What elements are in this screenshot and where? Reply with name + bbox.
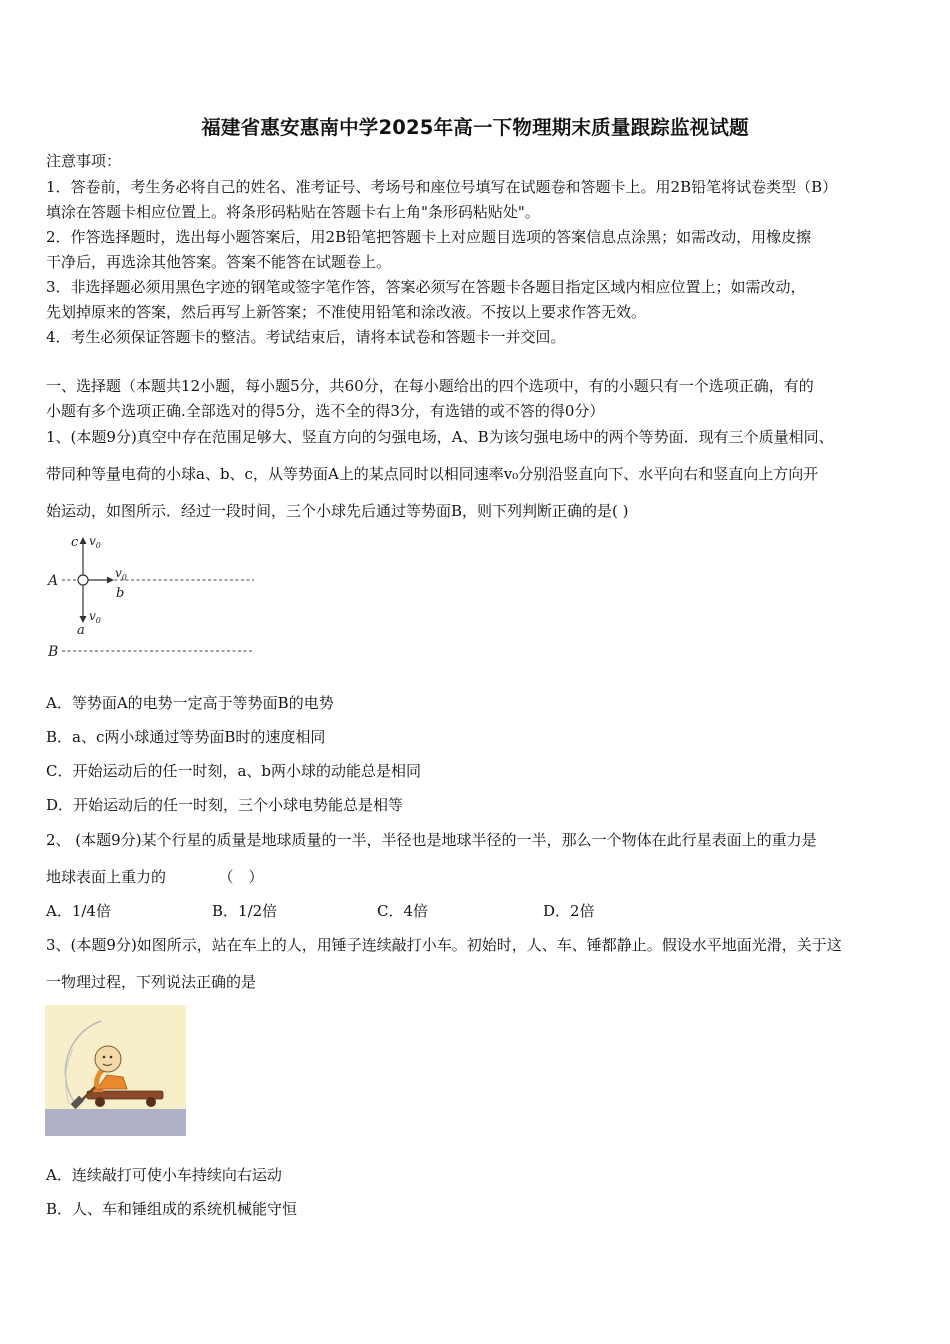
q3-option-a: A．连续敲打可使小车持续向右运动 [46, 1166, 282, 1184]
notice-line: 4．考生必须保证答题卡的整洁。考试结束后，请将本试卷和答题卡一并交回。 [46, 328, 566, 346]
wheel-left [95, 1097, 105, 1107]
q3-stem: 3、(本题9分)如图所示，站在车上的人，用锤子连续敲打小车。初始时，人、车、锤都静止。假设水平地面光滑，关于这 [46, 936, 842, 954]
person-head [95, 1046, 121, 1072]
eye-right [110, 1056, 113, 1059]
q3-option-b: B．人、车和锤组成的系统机械能守恒 [46, 1200, 298, 1218]
label-b: b [116, 586, 125, 601]
q1-option-d: D．开始运动后的任一时刻，三个小球电势能总是相等 [46, 796, 404, 814]
q1-option-b: B．a、c两小球通过等势面B时的速度相同 [46, 728, 326, 746]
label-B: B [48, 644, 59, 660]
q1-stem: 带同种等量电荷的小球a、b、c，从等势面A上的某点同时以相同速率v₀分别沿竖直向下、水平向右和竖直向上方向开 [46, 465, 819, 483]
q2-option-d: D．2倍 [543, 902, 595, 920]
label-A: A [48, 573, 59, 589]
q2-option-b: B．1/2倍 [212, 902, 278, 920]
page-title: 福建省惠安惠南中学2025年高一下物理期末质量跟踪监视试题 [201, 116, 749, 139]
label-v0-up: $v_0$ [89, 534, 101, 550]
eye-left [103, 1056, 106, 1059]
q2-option-c: C．4倍 [377, 902, 429, 920]
ground [45, 1109, 186, 1136]
q2-stem: 2、 (本题9分)某个行星的质量是地球质量的一半，半径也是地球半径的一半，那么一个物体在此行星表面上的重力是 [46, 831, 817, 849]
notice-line: 3．非选择题必须用黑色字迹的钢笔或签字笔作答，答案必须写在答题卡各题目指定区域内相应位置上；如需改动， [46, 278, 806, 296]
q3-figure-person-hammer-cart [45, 1005, 186, 1136]
launch-point [78, 575, 88, 585]
notice-line: 2．作答选择题时，选出每小题答案后，用2B铅笔把答题卡上对应题目选项的答案信息点涂黑；如需改动，用橡皮擦 [46, 228, 812, 246]
notice-line: 先划掉原来的答案，然后再写上新答案；不准使用铅笔和涂改液。不按以上要求作答无效。 [46, 303, 647, 321]
section-intro: 小题有多个选项正确.全部选对的得5分，选不全的得3分，有选错的或不答的得0分） [46, 402, 605, 420]
label-v0-down: $v_0$ [89, 609, 101, 625]
notice-heading: 注意事项： [46, 152, 122, 170]
q1-figure [46, 528, 261, 663]
label-a: a [77, 623, 85, 638]
q1-stem: 始运动，如图所示．经过一段时间，三个小球先后通过等势面B，则下列判断正确的是( ) [46, 502, 629, 520]
label-v0-right: $v_0$ [115, 566, 127, 582]
q1-option-a: A．等势面A的电势一定高于等势面B的电势 [46, 694, 334, 712]
q2-stem: 地球表面上重力的 （ ） [46, 868, 264, 886]
label-c: c [71, 535, 79, 550]
notice-line: 干净后，再选涂其他答案。答案不能答在试题卷上。 [46, 253, 392, 271]
notice-line: 1．答卷前，考生务必将自己的姓名、准考证号、考场号和座位号填写在试题卷和答题卡上。用2B铅笔将试卷类型（B） [46, 178, 838, 196]
wheel-right [146, 1097, 156, 1107]
q3-stem: 一物理过程，下列说法正确的是 [46, 973, 257, 991]
notice-line: 填涂在答题卡相应位置上。将条形码粘贴在答题卡右上角"条形码粘贴处"。 [46, 203, 540, 221]
q1-stem: 1、(本题9分)真空中存在范围足够大、竖直方向的匀强电场，A、B为该匀强电场中的两个等势面．现有三个质量相同、 [46, 428, 834, 446]
section-intro: 一、选择题（本题共12小题，每小题5分，共60分，在每小题给出的四个选项中，有的小题只有一个选项正确，有的 [46, 377, 814, 395]
q1-option-c: C．开始运动后的任一时刻，a、b两小球的动能总是相同 [46, 762, 422, 780]
q2-option-a: A．1/4倍 [46, 902, 111, 920]
